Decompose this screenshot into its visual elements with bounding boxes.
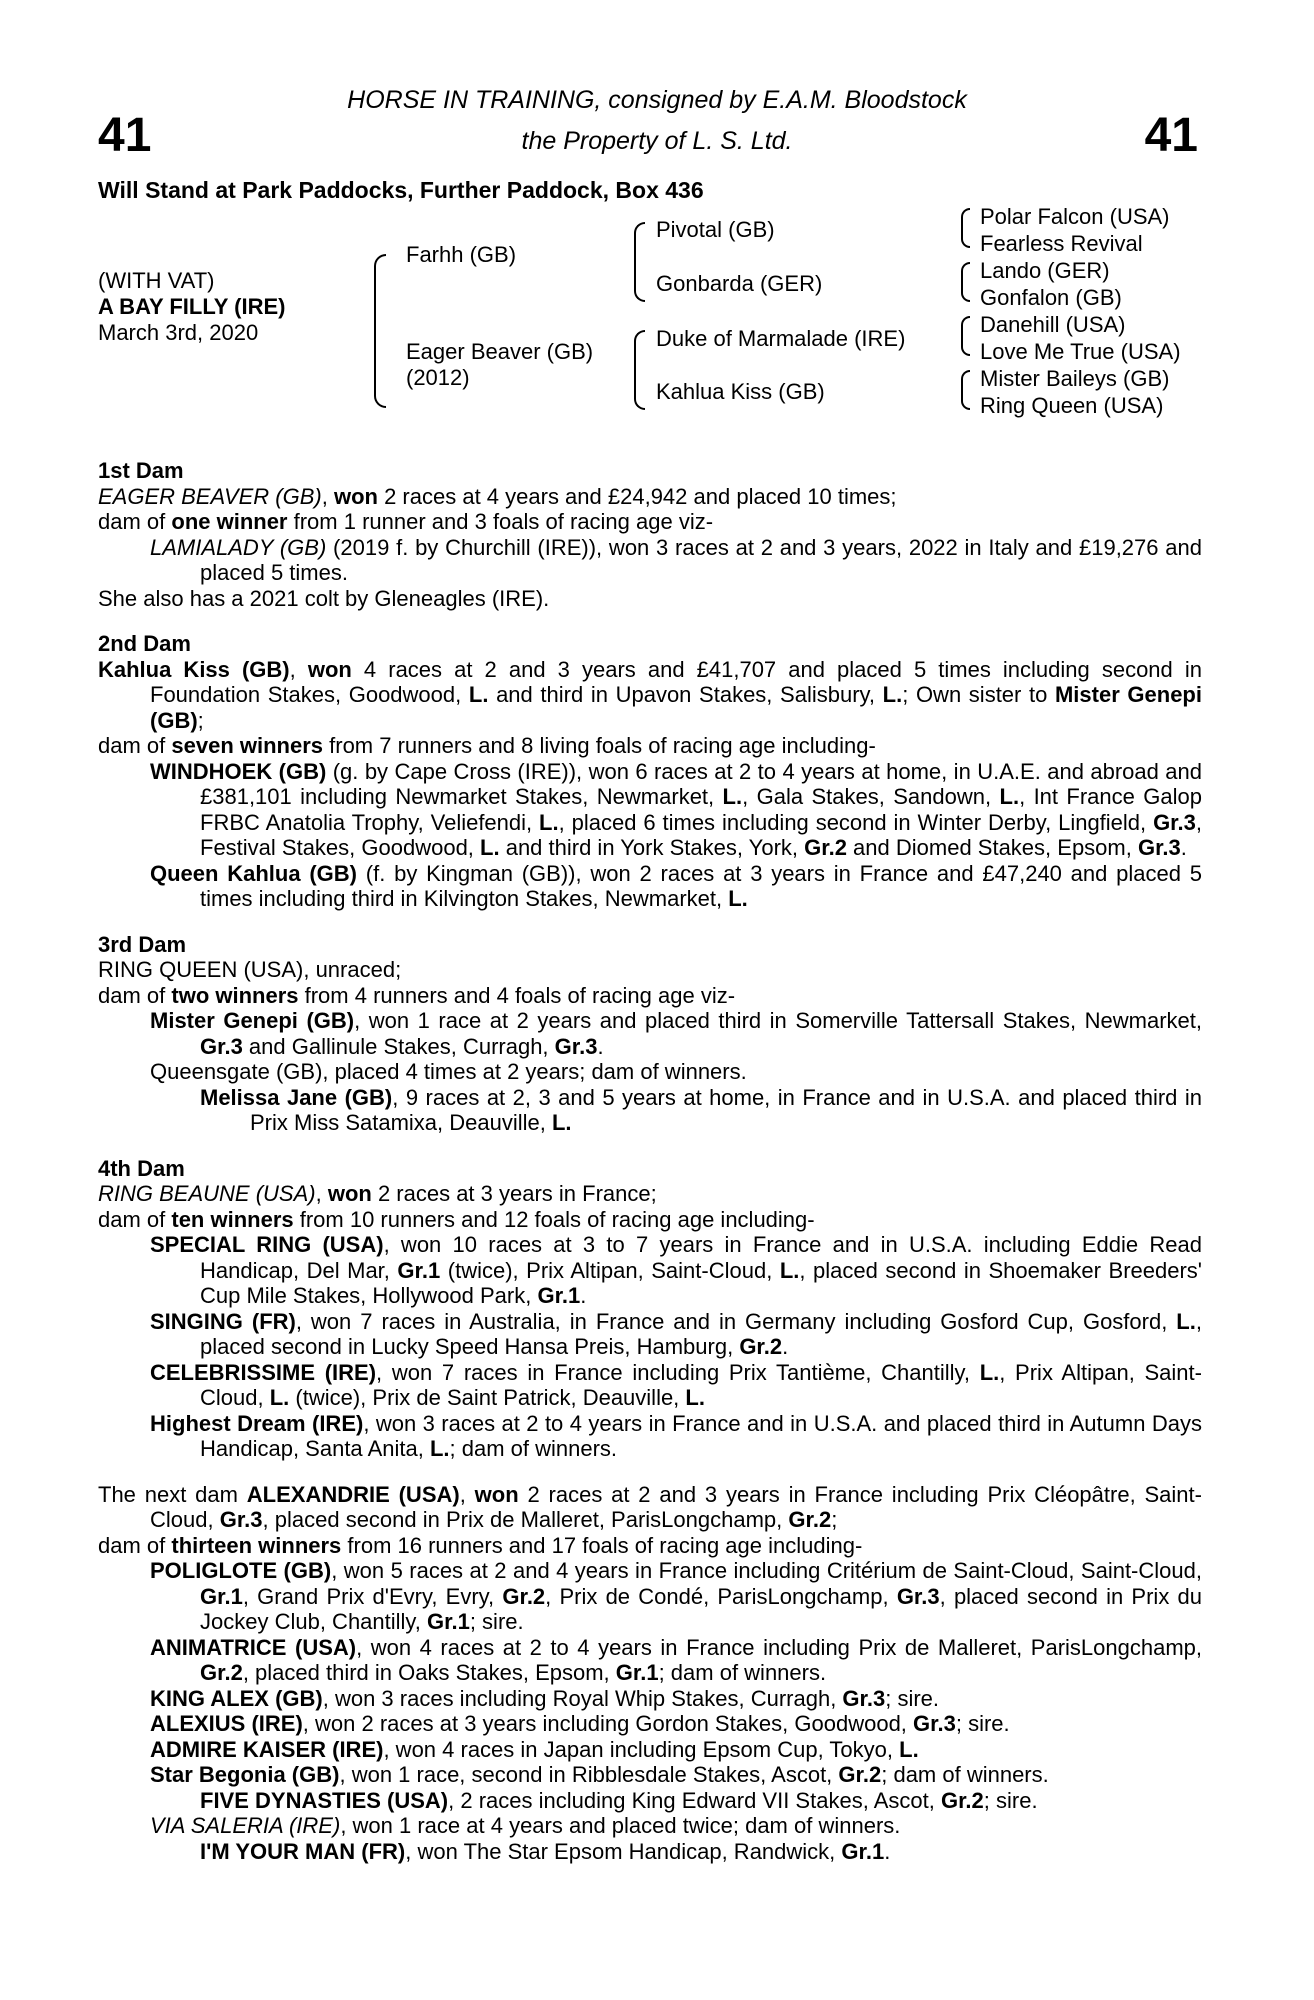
won-label: won xyxy=(307,656,352,682)
next-dam-name: ALEXANDRIE (USA) xyxy=(246,1481,460,1507)
grade: L. xyxy=(1176,1308,1196,1334)
fourth-dam-line: RING BEAUNE (USA), won 2 races at 3 years in France; xyxy=(98,1181,657,1206)
produce-entry: Queensgate (GB), placed 4 times at 2 years; dam of winners. xyxy=(150,1059,747,1084)
grade: Gr.1 xyxy=(537,1283,581,1308)
next-dam-line: The next dam ALEXANDRIE (USA), won 2 races at 2 and 3 years in France including Prix Cléopâtre, Saint-Cloud, Gr.3, placed second in Prix de Malleret, ParisLongchamp, Gr.2; xyxy=(98,1481,1202,1532)
text: from 4 runners and 4 foals of racing age viz- xyxy=(298,982,736,1008)
brace-g3 xyxy=(961,316,970,356)
dam: Eager Beaver (GB) xyxy=(406,339,594,364)
text: and third in Upavon Stakes, Salisbury, xyxy=(488,682,883,707)
grade: Gr.2 xyxy=(838,1762,882,1787)
text: , 9 races at 2, 3 and 5 years at home, in France and in U.S.A. and placed third in Prix Miss Satamixa, Deauville, xyxy=(250,1084,1203,1135)
produce-entry xyxy=(150,1232,1202,1309)
consignment-line: HORSE IN TRAINING, consigned by E.A.M. Bloodstock xyxy=(347,86,967,114)
grade: L. xyxy=(429,1436,450,1461)
produce-entry xyxy=(200,1788,1202,1814)
produce-entry xyxy=(150,1711,1202,1737)
grade: L. xyxy=(539,809,559,835)
brace-sire-parents xyxy=(634,222,645,302)
grade: L. xyxy=(551,1110,572,1135)
grade: Gr.1 xyxy=(615,1660,659,1685)
text: ; sire. xyxy=(469,1609,524,1634)
text: and Gallinule Stakes, Curragh, xyxy=(242,1033,555,1059)
first-dam-name: EAGER BEAVER (GB) xyxy=(98,483,322,509)
produce-name: ADMIRE KAISER (IRE) xyxy=(150,1736,384,1762)
text: dam of xyxy=(98,509,172,534)
grand-2: Fearless Revival xyxy=(980,231,1143,256)
grade: Gr.3 xyxy=(913,1711,956,1736)
text: . xyxy=(597,1033,604,1059)
text: , 2 races including King Edward VII Stakes, Ascot, xyxy=(448,1787,941,1813)
fourth-dam-produce xyxy=(98,1207,1202,1233)
grand-6: Love Me True (USA) xyxy=(980,339,1181,364)
second-dam-line: Kahlua Kiss (GB), won 4 races at 2 and 3 years and £41,707 and placed 5 times including second in Foundation Stakes, Goodwood, L. and third in Upavon Stakes, Salisbury, L.; Own sister to Mister Genepi (GB); xyxy=(98,656,1202,733)
produce-name: KING ALEX (GB) xyxy=(150,1685,323,1711)
text: dam of xyxy=(98,733,172,758)
text: , won 1 race at 2 years and placed third in Somerville Tattersall Stakes, Newmarket, xyxy=(354,1008,1202,1033)
text: , Grand Prix d'Evry, Evry, xyxy=(242,1583,503,1609)
first-dam-produce xyxy=(98,509,1202,535)
text: , won The Star Epsom Handicap, Randwick, xyxy=(405,1838,842,1864)
text: from 10 runners and 12 foals of racing age including- xyxy=(293,1206,815,1232)
grade: L. xyxy=(269,1385,290,1410)
text: The next dam xyxy=(98,1481,247,1507)
grand-7: Mister Baileys (GB) xyxy=(980,366,1170,391)
text: . xyxy=(884,1838,891,1864)
grade: L. xyxy=(468,682,489,707)
text: from 16 runners and 17 foals of racing age including- xyxy=(341,1532,863,1558)
produce-name: WINDHOEK (GB) xyxy=(150,758,327,784)
produce-entry xyxy=(150,1762,1202,1788)
grade: Gr.2 xyxy=(804,835,847,860)
grade: Gr.3 xyxy=(1137,835,1181,860)
grade: Gr.3 xyxy=(200,1033,243,1059)
text: , won 4 races at 2 to 4 years in France including Prix de Malleret, ParisLongchamp, xyxy=(356,1634,1202,1660)
grade: Gr.2 xyxy=(502,1583,546,1609)
winners-count: thirteen winners xyxy=(171,1532,342,1558)
won-label: won xyxy=(474,1481,519,1507)
produce-entry xyxy=(150,1360,1202,1411)
third-dam-line: RING QUEEN (USA), unraced; xyxy=(98,957,402,982)
text: , Gala Stakes, Sandown, xyxy=(742,784,1000,809)
produce-entry xyxy=(150,1635,1202,1686)
produce-entry xyxy=(150,1686,1202,1712)
produce-entry xyxy=(150,535,1202,586)
text: , won 7 races in Australia, in France and in Germany including Gosford Cup, Gosford, xyxy=(295,1308,1177,1334)
second-dam-produce xyxy=(98,733,1202,759)
grade: Gr.1 xyxy=(841,1838,885,1864)
text: , placed second in Prix du Jockey Club, Chantilly, xyxy=(200,1583,1202,1634)
first-dam-heading: 1st Dam xyxy=(98,458,184,483)
text: , won 2 races at 3 years including Gordon Stakes, Goodwood, xyxy=(302,1711,914,1736)
text: ; dam of winners. xyxy=(658,1660,827,1685)
grand-4: Gonfalon (GB) xyxy=(980,285,1122,310)
brace-g2 xyxy=(961,262,970,302)
produce-entry xyxy=(150,1411,1202,1462)
text: and Diomed Stakes, Epsom, xyxy=(846,835,1138,860)
produce-name: POLIGLOTE (GB) xyxy=(150,1558,332,1583)
winners-count: seven winners xyxy=(171,733,324,758)
lot-number-right: 41 xyxy=(1144,109,1198,162)
text: . xyxy=(1180,835,1187,860)
grade: Gr.3 xyxy=(896,1583,940,1609)
grand-5: Danehill (USA) xyxy=(980,312,1126,337)
text: . xyxy=(580,1283,587,1308)
brace-g1 xyxy=(961,208,970,248)
text: , placed second in Shoemaker Breeders' Cup Mile Stakes, Hollywood Park, xyxy=(200,1257,1202,1308)
text: , placed second in Prix de Malleret, ParisLongchamp, xyxy=(262,1507,789,1532)
text: ; dam of winners. xyxy=(881,1762,1049,1787)
text: , won 1 race at 4 years and placed twice; dam of winners. xyxy=(340,1813,901,1838)
fourth-dam-name: RING BEAUNE (USA) xyxy=(98,1181,316,1206)
produce-name: ANIMATRICE (USA) xyxy=(150,1634,357,1660)
grade: L. xyxy=(685,1385,705,1410)
produce-name: I'M YOUR MAN (FR) xyxy=(200,1838,406,1864)
produce-name: Mister Genepi (GB) xyxy=(150,1008,355,1033)
produce-entry xyxy=(150,1008,1202,1059)
brace-dam-parents xyxy=(634,330,645,410)
grade: Gr.1 xyxy=(427,1609,470,1634)
third-dam-heading: 3rd Dam xyxy=(98,931,187,957)
text: (f. by Kingman (GB)), won 2 races at 3 years in France and £47,240 and placed 5 times including third in Kilvington Stakes, Newmarket, xyxy=(200,860,1202,911)
text: , placed third in Oaks Stakes, Epsom, xyxy=(242,1660,616,1685)
produce-name: CELEBRISSIME (IRE) xyxy=(150,1359,377,1385)
text: ; dam of winners. xyxy=(449,1436,618,1461)
grand-8: Ring Queen (USA) xyxy=(980,393,1164,418)
text: and third in York Stakes, York, xyxy=(499,835,805,860)
text: , won 4 races in Japan including Epsom Cup, Tokyo, xyxy=(383,1736,900,1762)
dam-dam: Kahlua Kiss (GB) xyxy=(656,379,825,404)
text: 2 races at 3 years in France; xyxy=(371,1181,657,1206)
text: (2019 f. by Churchill (IRE)), won 3 races at 2 and 3 years, 2022 in Italy and £19,276 and placed 5 times. xyxy=(200,534,1202,585)
produce-entry xyxy=(150,1737,1202,1763)
text: . xyxy=(782,1334,789,1359)
text: , placed 6 times including second in Winter Derby, Lingfield, xyxy=(558,809,1154,835)
brace-sire-dam xyxy=(374,254,386,408)
grade: L. xyxy=(728,886,748,911)
text: ; Own sister to xyxy=(902,682,1055,707)
dam-sire: Duke of Marmalade (IRE) xyxy=(656,326,906,351)
text: dam of xyxy=(98,1532,172,1558)
text: , won 7 races in France including Prix Tantième, Chantilly, xyxy=(376,1359,980,1385)
lot-number-left: 41 xyxy=(98,109,152,162)
text: , won 5 races at 2 and 4 years in France including Critérium de Saint-Cloud, Saint-Cloud, xyxy=(331,1558,1202,1583)
text: (twice), Prix de Saint Patrick, Deauville, xyxy=(289,1385,686,1410)
sire: Farhh (GB) xyxy=(406,242,517,267)
first-dam-note: She also has a 2021 colt by Gleneagles (IRE). xyxy=(98,585,550,611)
produce-name: FIVE DYNASTIES (USA) xyxy=(200,1787,449,1813)
grade: Gr.2 xyxy=(940,1787,984,1813)
produce-name: VIA SALERIA (IRE) xyxy=(150,1813,341,1838)
produce-name: Highest Dream (IRE) xyxy=(150,1410,364,1436)
grade: L. xyxy=(779,1257,800,1283)
grade: Gr.2 xyxy=(739,1334,783,1359)
grade: L. xyxy=(882,682,903,707)
grand-1: Polar Falcon (USA) xyxy=(980,204,1170,229)
winners-count: two winners xyxy=(171,982,299,1008)
fourth-dam-heading: 4th Dam xyxy=(98,1155,185,1181)
grade: Gr.2 xyxy=(788,1507,832,1532)
next-dam-produce xyxy=(98,1533,1202,1559)
grade: Gr.1 xyxy=(397,1257,441,1283)
produce-entry xyxy=(150,1309,1202,1360)
text: ; xyxy=(197,707,204,733)
produce-name: Melissa Jane (GB) xyxy=(200,1084,393,1110)
text: ; sire. xyxy=(983,1787,1038,1813)
text: (twice), Prix Altipan, Saint-Cloud, xyxy=(440,1257,780,1283)
text: , won 10 races at 3 to 7 years in France and in U.S.A. including Eddie Read Handicap, Del Mar, xyxy=(200,1232,1202,1283)
text: dam of xyxy=(98,982,172,1008)
produce-name: SINGING (FR) xyxy=(150,1308,296,1334)
text: 2 races at 4 years and £24,942 and placed 10 times; xyxy=(377,483,897,509)
won-label: won xyxy=(333,483,378,509)
dam-year: (2012) xyxy=(406,365,470,390)
second-dam-heading: 2nd Dam xyxy=(98,631,191,656)
grand-3: Lando (GER) xyxy=(980,258,1110,283)
produce-name: ALEXIUS (IRE) xyxy=(150,1711,303,1736)
text: (g. by Cape Cross (IRE)), won 6 races at 2 to 4 years at home, in U.A.E. and abroad and £381,101 including Newmarket Stakes, Newmarket, xyxy=(200,758,1202,809)
text: , won 3 races including Royal Whip Stakes, Curragh, xyxy=(322,1685,843,1711)
produce-entry xyxy=(150,861,1202,912)
text: , Festival Stakes, Goodwood, xyxy=(200,809,1202,860)
sire-sire: Pivotal (GB) xyxy=(656,217,775,242)
winners-count: ten winners xyxy=(171,1206,294,1232)
text: , Prix de Condé, ParisLongchamp, xyxy=(545,1583,897,1609)
brace-g4 xyxy=(961,370,970,410)
text: , won 1 race, second in Ribblesdale Stakes, Ascot, xyxy=(339,1762,839,1787)
text: ; sire. xyxy=(885,1685,940,1711)
text: , won 3 races at 2 to 4 years in France and in U.S.A. and placed third in Autumn Days Handicap, Santa Anita, xyxy=(200,1410,1202,1461)
property-line: the Property of L. S. Ltd. xyxy=(521,127,793,155)
text: from 7 runners and 8 living foals of racing age including- xyxy=(323,733,876,758)
text: ; xyxy=(831,1507,838,1532)
grade: Gr.2 xyxy=(200,1660,243,1685)
third-dam-produce xyxy=(98,983,1202,1009)
catalogue-body xyxy=(98,458,1202,1864)
first-dam-line: EAGER BEAVER (GB), won 2 races at 4 years and £24,942 and placed 10 times; xyxy=(98,483,897,509)
text: 4 races at 2 and 3 years and £41,707 and placed 5 times including second in Foundation Stakes, Goodwood, xyxy=(150,656,1202,707)
grade: Gr.3 xyxy=(1153,809,1196,835)
grade: Gr.3 xyxy=(219,1507,263,1532)
grade: L. xyxy=(999,784,1020,809)
produce-name: SPECIAL RING (USA) xyxy=(150,1232,384,1257)
grade: Gr.3 xyxy=(554,1033,598,1059)
grade: L. xyxy=(979,1359,1000,1385)
produce-name: Queen Kahlua (GB) xyxy=(150,860,358,886)
second-dam-name: Kahlua Kiss (GB) xyxy=(98,656,290,682)
text: dam of xyxy=(98,1206,172,1232)
produce-entry xyxy=(150,759,1202,861)
grade: Gr.1 xyxy=(200,1583,243,1609)
grade: Gr.3 xyxy=(842,1685,886,1711)
produce-entry xyxy=(200,1839,1202,1865)
sire-dam: Gonbarda (GER) xyxy=(656,271,823,296)
text: , Int France Galop FRBC Anatolia Trophy, Veliefendi, xyxy=(200,784,1202,835)
vat-label: (WITH VAT) xyxy=(98,268,215,293)
produce-entry xyxy=(150,1558,1202,1635)
produce-entry xyxy=(150,1813,1202,1839)
won-label: won xyxy=(327,1181,372,1206)
produce-name: Star Begonia (GB) xyxy=(150,1762,340,1787)
text: , placed second in Lucky Speed Hansa Preis, Hamburg, xyxy=(200,1308,1202,1359)
text: 2 races at 2 and 3 years in France including Prix Cléopâtre, Saint-Cloud, xyxy=(150,1481,1202,1532)
grade: L. xyxy=(899,1736,919,1762)
text: from 1 runner and 3 foals of racing age viz- xyxy=(287,509,714,534)
foaled-date: March 3rd, 2020 xyxy=(98,320,259,345)
text: , Prix Altipan, Saint-Cloud, xyxy=(200,1359,1202,1410)
text: ; sire. xyxy=(955,1711,1010,1736)
grade: L. xyxy=(480,835,500,860)
winners-count: one winner xyxy=(171,509,288,534)
location-line: Will Stand at Park Paddocks, Further Paddock, Box 436 xyxy=(98,177,704,203)
horse-name: A BAY FILLY (IRE) xyxy=(98,294,286,319)
grade: L. xyxy=(722,784,743,809)
produce-name: LAMIALADY (GB) xyxy=(150,534,327,560)
sister-name: Mister Genepi (GB) xyxy=(150,682,1202,733)
produce-entry xyxy=(200,1085,1202,1136)
